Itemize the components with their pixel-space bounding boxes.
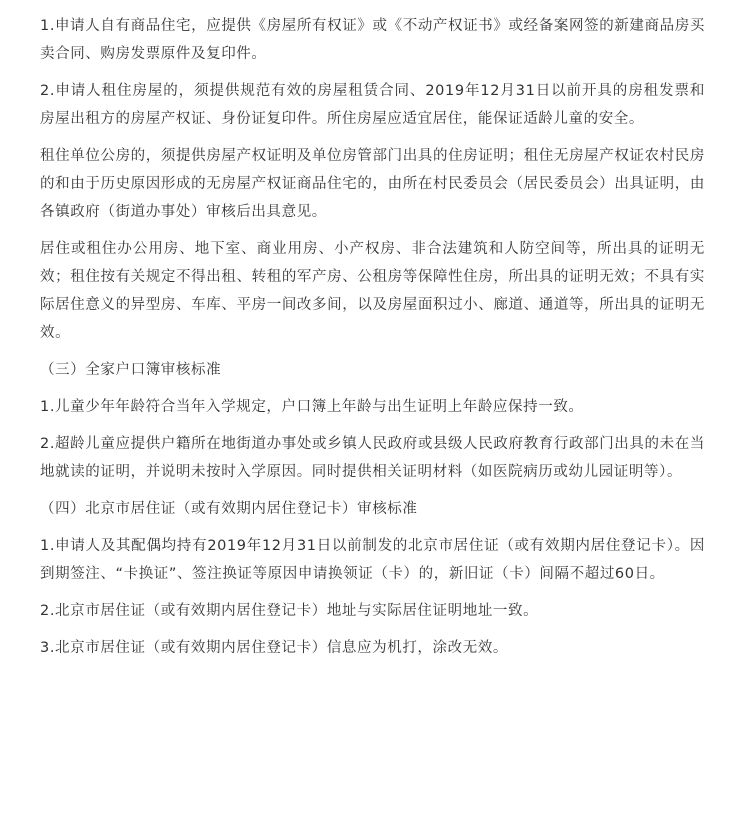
paragraph-rented-housing: 2.申请人租住房屋的，须提供规范有效的房屋租赁合同、2019年12月31日以前开具的房租发票和房屋出租方的房屋产权证、身份证复印件。所住房屋应适宜居住，能保证适龄儿童的安全。 — [40, 83, 705, 127]
paragraph-permit-holding: 1.申请人及其配偶均持有2019年12月31日以前制发的北京市居住证（或有效期内居住登记卡）。因到期签注、“卡换证”、签注换证等原因申请换领证（卡）的，新旧证（卡）间隔不超过60日。 — [40, 538, 705, 582]
section-heading-household-register: （三）全家户口簿审核标准 — [40, 362, 222, 378]
paragraph-overage-children: 2.超龄儿童应提供户籍所在地街道办事处或乡镇人民政府或县级人民政府教育行政部门出具的未在当地就读的证明，并说明未按时入学原因。同时提供相关证明材料（如医院病历或幼儿园证明等）。 — [40, 436, 705, 480]
section-heading-residence-permit: （四）北京市居住证（或有效期内居住登记卡）审核标准 — [40, 501, 418, 517]
paragraph-own-housing: 1.申请人自有商品住宅，应提供《房屋所有权证》或《不动产权证书》或经备案网签的新建商品房买卖合同、购房发票原件及复印件。 — [40, 18, 705, 62]
paragraph-age-requirement: 1.儿童少年年龄符合当年入学规定，户口簿上年龄与出生证明上年龄应保持一致。 — [40, 399, 584, 415]
paragraph-permit-printed: 3.北京市居住证（或有效期内居住登记卡）信息应为机打，涂改无效。 — [40, 640, 509, 656]
paragraph-public-housing: 租住单位公房的，须提供房屋产权证明及单位房管部门出具的住房证明；租住无房屋产权证农村民房的和由于历史原因形成的无房屋产权证商品住宅的，由所在村民委员会（居民委员会）出具证明，由各镇政府（街道办事处）审核后出具意见。 — [40, 148, 705, 220]
paragraph-permit-address: 2.北京市居住证（或有效期内居住登记卡）地址与实际居住证明地址一致。 — [40, 603, 539, 619]
document-body — [40, 12, 705, 671]
paragraph-invalid-proofs: 居住或租住办公用房、地下室、商业用房、小产权房、非合法建筑和人防空间等，所出具的证明无效；租住按有关规定不得出租、转租的军产房、公租房等保障性住房，所出具的证明无效；不具有实际居住意义的异型房、车库、平房一间改多间，以及房屋面积过小、廊道、通道等，所出具的证明无效。 — [40, 241, 705, 341]
